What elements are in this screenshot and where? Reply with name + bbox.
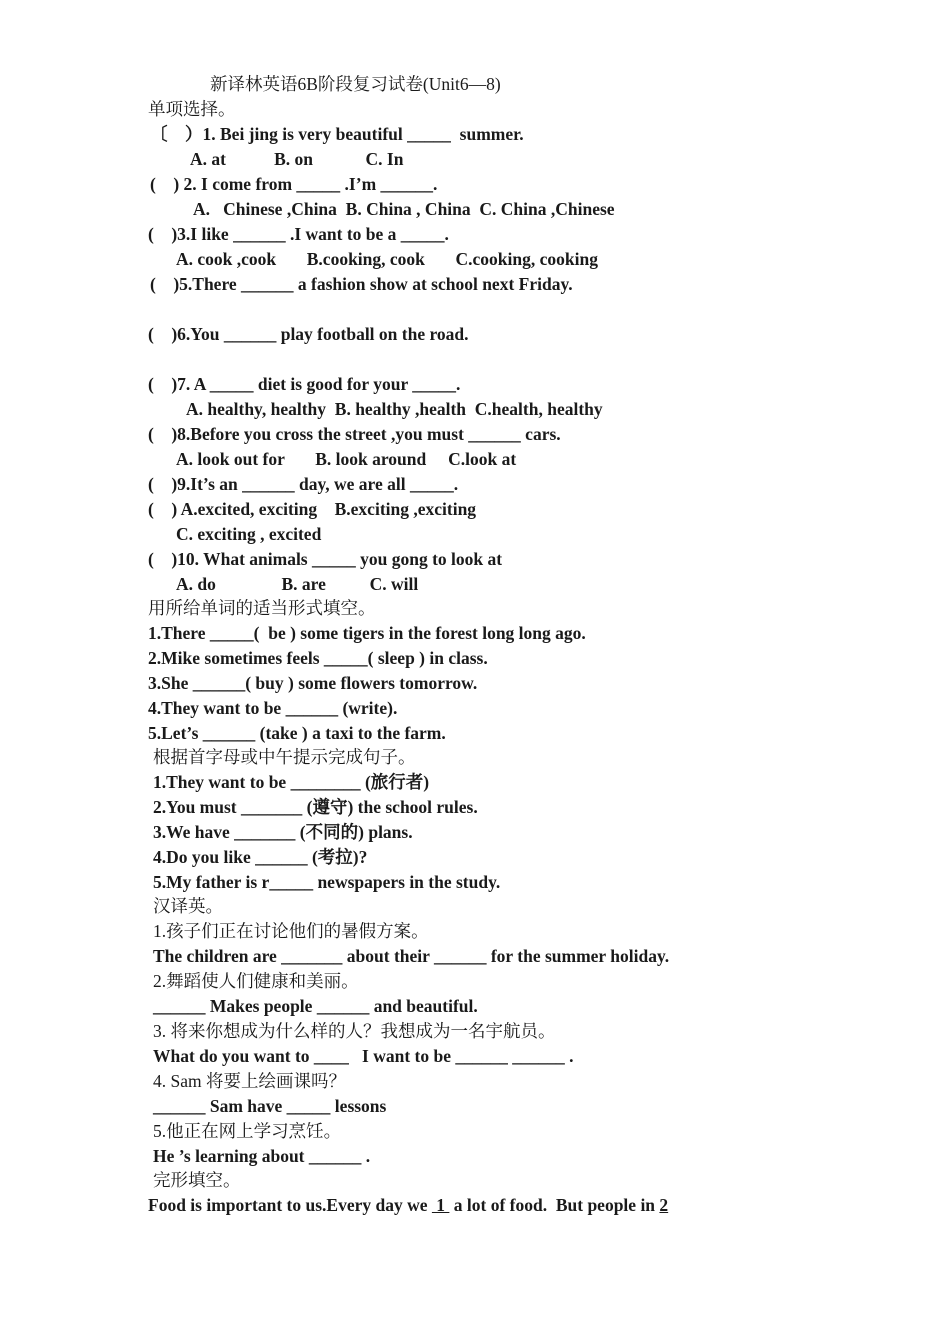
section-heading-cloze: 完形填空。 (153, 1170, 241, 1190)
options-line: C. exciting , excited (176, 524, 322, 544)
options-line: A. do B. are C. will (176, 574, 419, 594)
question-line: ( ) 2. I come from _____ .I’m ______. (150, 174, 438, 194)
question-line: ( )8.Before you cross the street ,you must ______ cars. (148, 424, 561, 444)
question-line: 3.We have _______ (不同的) plans. (153, 822, 413, 842)
english-answer-line: He ’s learning about ______ . (153, 1146, 371, 1166)
section-heading-multiple-choice: 单项选择。 (148, 99, 236, 119)
question-line: 3.She ______( buy ) some flowers tomorrow. (148, 673, 478, 693)
chinese-prompt: 1.孩子们正在讨论他们的暑假方案。 (153, 921, 429, 941)
section-heading-translation: 汉译英。 (153, 896, 223, 916)
chinese-prompt: 5.他正在网上学习烹饪。 (153, 1121, 342, 1141)
english-answer-line: What do you want to ____ I want to be ______ ______ . (153, 1046, 574, 1066)
question-line: ( )7. A _____ diet is good for your _____. (148, 374, 461, 394)
question-line: ( )5.There ______ a fashion show at school next Friday. (150, 274, 573, 294)
english-answer-line: The children are _______ about their ______ for the summer holiday. (153, 946, 670, 966)
options-line: A. look out for B. look around C.look at (176, 449, 517, 469)
section-heading-complete-sentences: 根据首字母或中午提示完成句子。 (153, 747, 416, 767)
section-heading-word-forms: 用所给单词的适当形式填空。 (148, 598, 376, 618)
question-line: 4.They want to be ______ (write). (148, 698, 398, 718)
options-line: A. cook ,cook B.cooking, cook C.cooking, cooking (176, 249, 598, 269)
page-title: 新译林英语6B阶段复习试卷(Unit6—8) (210, 74, 501, 94)
cloze-text: a lot of food. But people in (449, 1195, 660, 1215)
question-line: 1.They want to be ________ (旅行者) (153, 772, 430, 792)
cloze-passage-line (148, 1193, 668, 1217)
question-line: 2.You must _______ (遵守) the school rules. (153, 797, 478, 817)
question-line: 4.Do you like ______ (考拉)? (153, 847, 368, 867)
question-line: ( )3.I like ______ .I want to be a _____. (148, 224, 449, 244)
question-line: ( )10. What animals _____ you gong to look at (148, 549, 503, 569)
cloze-blank-2: 2 (659, 1195, 669, 1215)
options-line: A. healthy, healthy B. healthy ,health C.health, healthy (186, 399, 603, 419)
options-line: A. Chinese ,China B. China , China C. China ,Chinese (193, 199, 615, 219)
chinese-prompt: 3. 将来你想成为什么样的人？我想成为一名宇航员。 (153, 1021, 556, 1041)
question-line: ( )6.You ______ play football on the road. (148, 324, 469, 344)
options-line: ( ) A.excited, exciting B.exciting ,exciting (148, 499, 477, 519)
question-line: ( )9.It’s an ______ day, we are all _____. (148, 474, 459, 494)
cloze-text: Food is important to us.Every day we (148, 1195, 432, 1215)
question-line: 5.My father is r_____ newspapers in the study. (153, 872, 501, 892)
english-answer-line: ______ Sam have _____ lessons (153, 1096, 387, 1116)
question-line: 5.Let’s ______ (take ) a taxi to the farm. (148, 723, 446, 743)
cloze-blank-1: 1 (431, 1195, 450, 1215)
question-line: 2.Mike sometimes feels _____( sleep ) in class. (148, 648, 488, 668)
options-line: A. at B. on C. In (190, 149, 404, 169)
english-answer-line: ______ Makes people ______ and beautiful. (153, 996, 478, 1016)
question-line: 〔 ）1. Bei jing is very beautiful _____ summer. (150, 124, 524, 144)
question-line: 1.There _____( be ) some tigers in the forest long long ago. (148, 623, 586, 643)
chinese-prompt: 2.舞蹈使人们健康和美丽。 (153, 971, 359, 991)
chinese-prompt: 4. Sam 将要上绘画课吗？ (153, 1071, 346, 1091)
